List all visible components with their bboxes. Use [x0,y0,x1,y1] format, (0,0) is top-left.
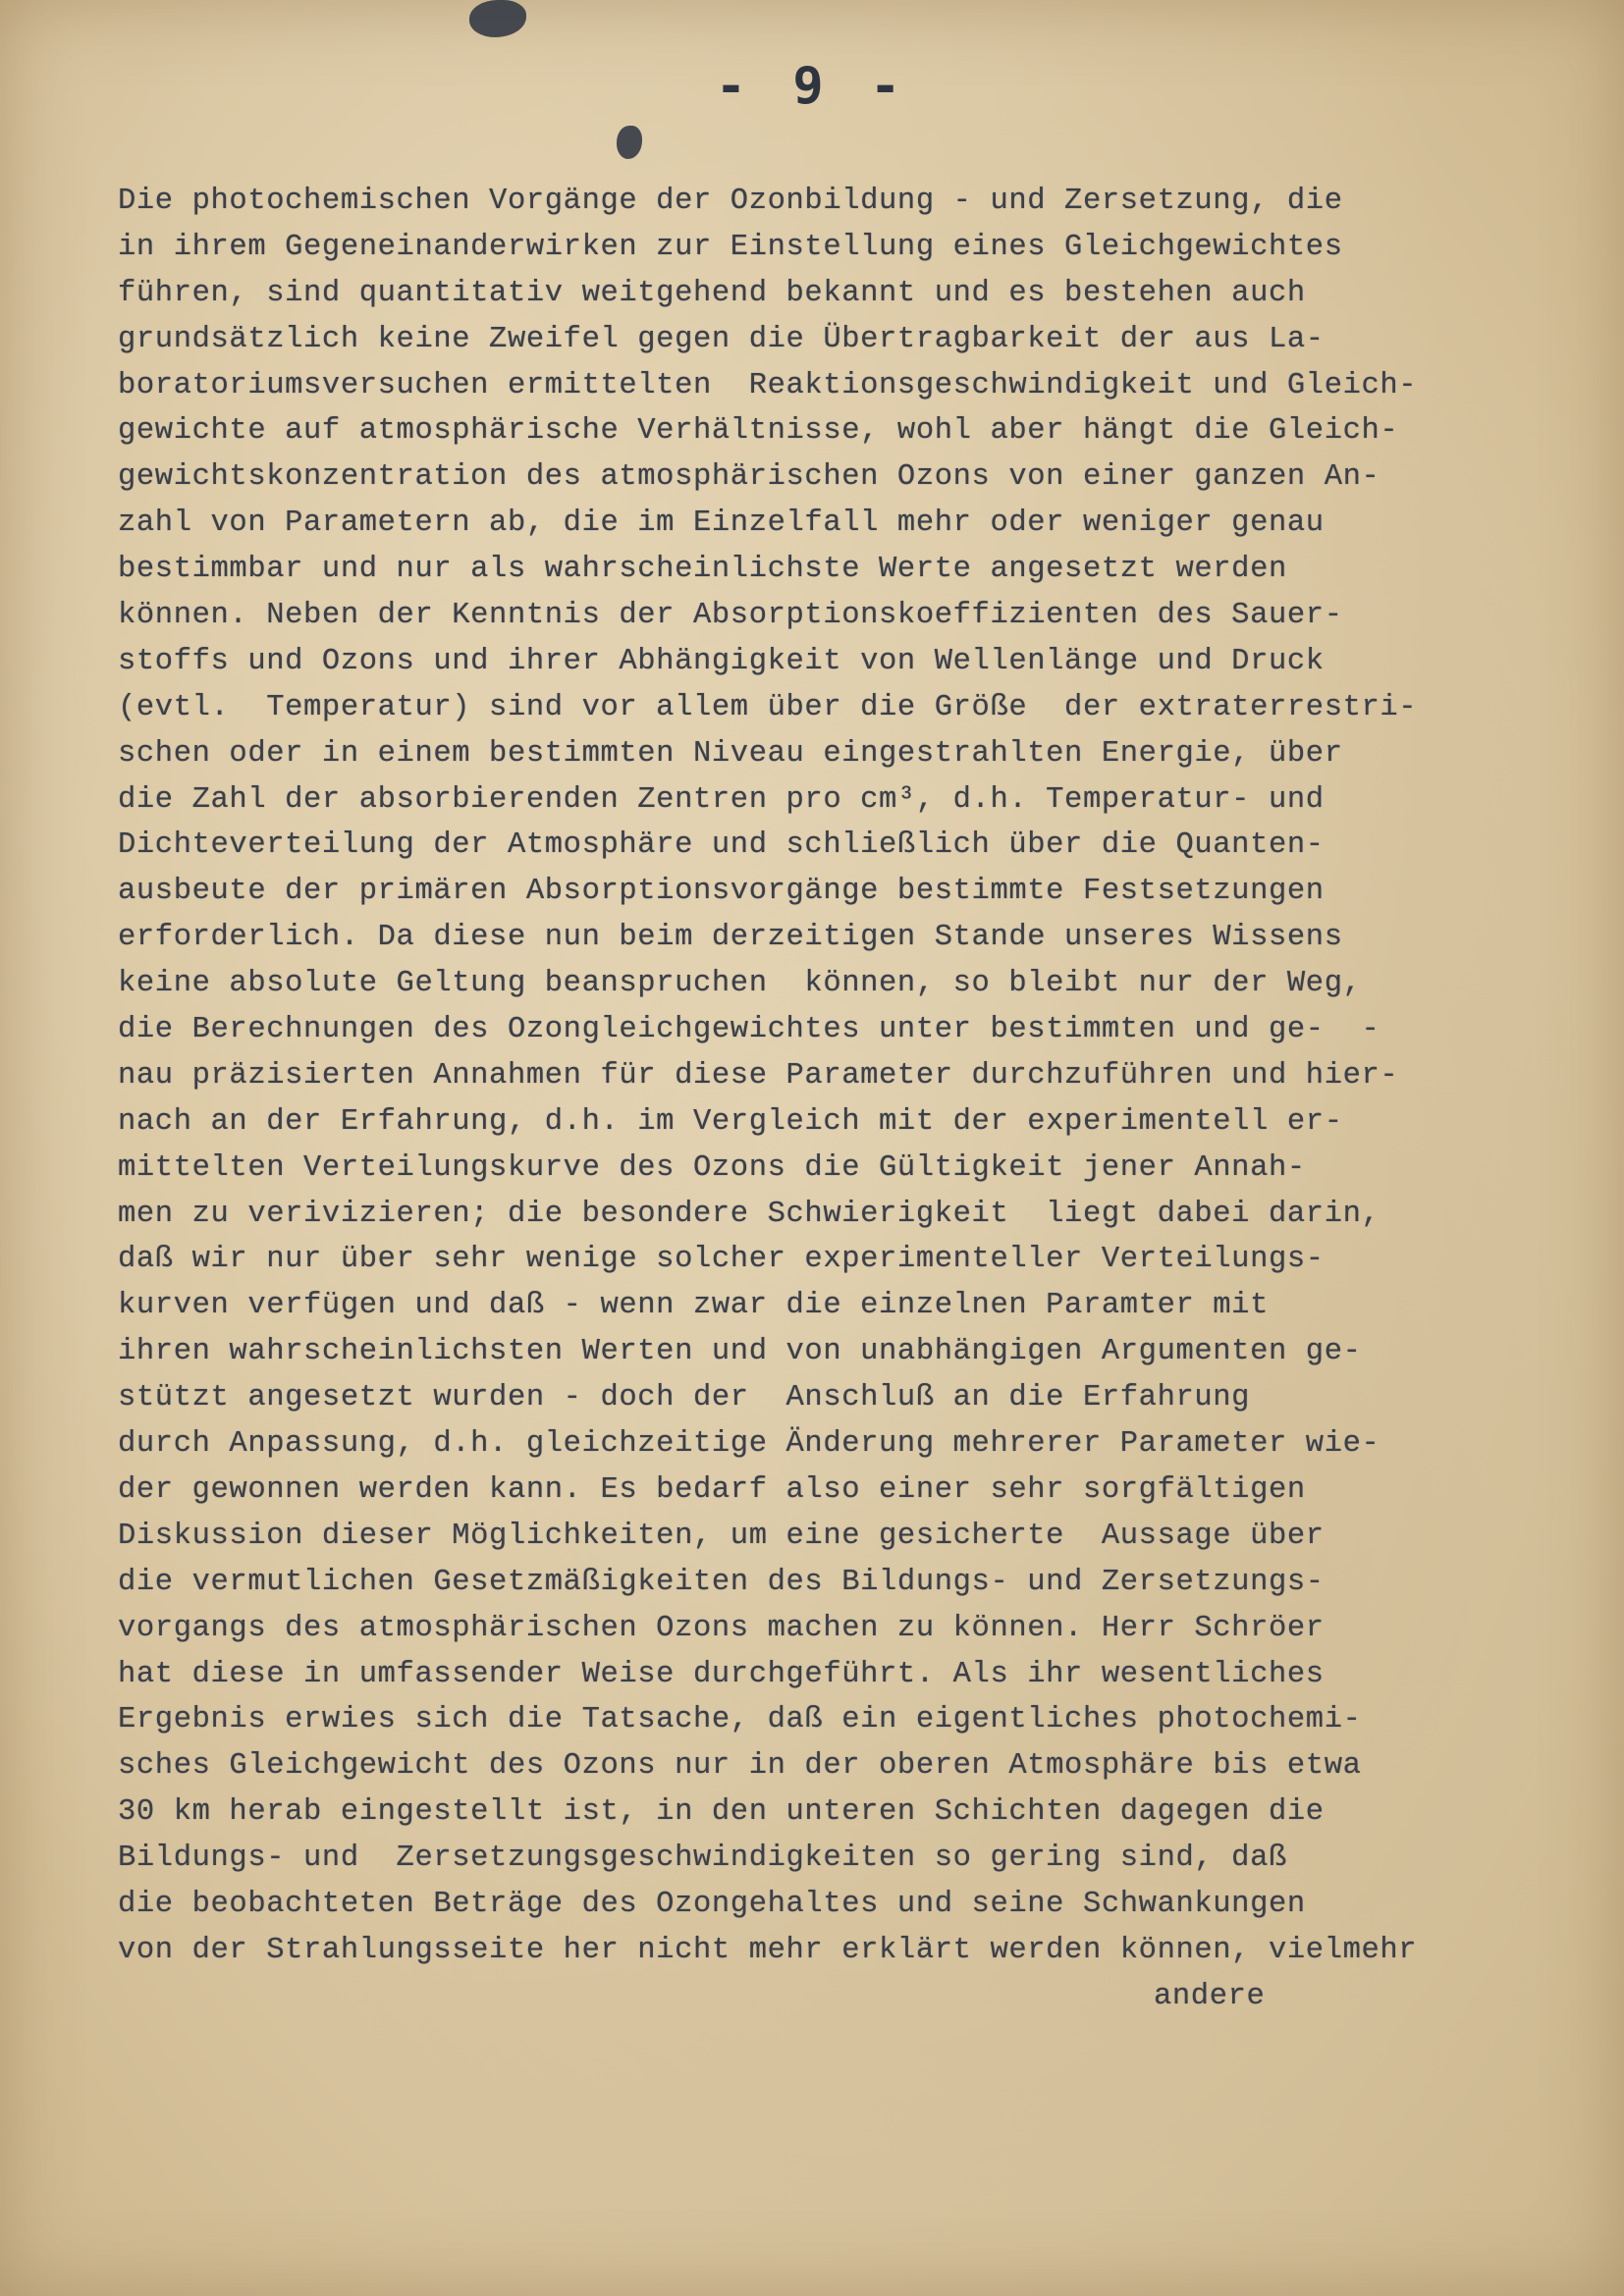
body-line: bestimmbar und nur als wahrscheinlichste Werte angesetzt werden [118,553,1287,587]
body-line: erforderlich. Da diese nun beim derzeitigen Stande unseres Wissens [118,921,1343,955]
body-line: Bildungs- und Zersetzungsgeschwindigkeiten so gering sind, daß [118,1842,1287,1876]
body-line: die beobachteten Beträge des Ozongehaltes und seine Schwankungen [118,1887,1306,1921]
body-line: durch Anpassung, d.h. gleichzeitige Änderung mehrerer Parameter wie- [118,1427,1380,1462]
body-line: hat diese in umfassender Weise durchgeführt. Als ihr wesentliches [118,1657,1325,1691]
body-line: in ihrem Gegeneinanderwirken zur Einstellung eines Gleichgewichtes [118,230,1343,264]
body-line: ausbeute der primären Absorptionsvorgänge bestimmte Festsetzungen [118,875,1325,909]
body-line: die Berechnungen des Ozongleichgewichtes unter bestimmten und ge- - [118,1013,1380,1047]
body-line: grundsätzlich keine Zweifel gegen die Übertragbarkeit der aus La- [118,322,1325,356]
body-line: stoffs und Ozons und ihrer Abhängigkeit von Wellenlänge und Druck [118,644,1325,678]
body-line: boratoriumsversuchen ermittelten Reaktionsgeschwindigkeit und Gleich- [118,368,1418,402]
body-line: gewichtskonzentration des atmosphärischen Ozons von einer ganzen An- [118,460,1380,495]
body-line: sches Gleichgewicht des Ozons nur in der oberen Atmosphäre bis etwa [118,1749,1362,1784]
body-line: ihren wahrscheinlichsten Werten und von unabhängigen Argumenten ge- [118,1335,1362,1369]
ink-blot-small [617,126,642,159]
body-line: die Zahl der absorbierenden Zentren pro cm³, d.h. Temperatur- und [118,782,1325,817]
body-line: Die photochemischen Vorgänge der Ozonbildung - und Zersetzung, die [118,185,1343,218]
body-line: führen, sind quantitativ weitgehend bekannt und es bestehen auch [118,276,1306,310]
body-line: Diskussion dieser Möglichkeiten, um eine gesicherte Aussage über [118,1519,1325,1553]
body-line: daß wir nur über sehr wenige solcher experimenteller Verteilungs- [118,1243,1325,1277]
body-line: von der Strahlungsseite her nicht mehr erklärt werden können, vielmehr [118,1933,1418,1967]
body-line: stützt angesetzt wurden - doch der Anschluß an die Erfahrung [118,1381,1251,1415]
body-line: zahl von Parametern ab, die im Einzelfall mehr oder weniger genau [118,507,1325,541]
body-line: keine absolute Geltung beanspruchen können, so bleibt nur der Weg, [118,967,1362,1001]
body-line: der gewonnen werden kann. Es bedarf also einer sehr sorgfältigen [118,1472,1306,1507]
body-line: (evtl. Temperatur) sind vor allem über die Größe der extraterrestri- [118,690,1418,724]
body-line: Dichteverteilung der Atmosphäre und schließlich über die Quanten- [118,828,1325,863]
body-line: können. Neben der Kenntnis der Absorptionskoeffizienten des Sauer- [118,599,1343,633]
body-line: kurven verfügen und daß - wenn zwar die einzelnen Paramter mit [118,1289,1269,1323]
body-line: mittelten Verteilungskurve des Ozons die Gültigkeit jener Annah- [118,1150,1306,1185]
body-line: Ergebnis erwies sich die Tatsache, daß ein eigentliches photochemi- [118,1703,1362,1737]
body-line: gewichte auf atmosphärische Verhältnisse, wohl aber hängt die Gleich- [118,414,1399,449]
body-line: schen oder in einem bestimmten Niveau eingestrahlten Energie, über [118,736,1343,771]
closing-word: andere [1154,1979,1266,2013]
body-line: nach an der Erfahrung, d.h. im Vergleich mit der experimentell er- [118,1104,1343,1139]
body-line: men zu verivizieren; die besondere Schwierigkeit liegt dabei darin, [118,1197,1380,1231]
body-line: vorgangs des atmosphärischen Ozons machen zu können. Herr Schröer [118,1611,1325,1645]
typewritten-body [118,179,1532,2020]
ink-blot-top [469,0,526,37]
body-line: nau präzisierten Annahmen für diese Parameter durchzuführen und hier- [118,1058,1399,1093]
body-line: die vermutlichen Gesetzmäßigkeiten des Bildungs- und Zersetzungs- [118,1565,1325,1599]
body-line: 30 km herab eingestellt ist, in den unteren Schichten dagegen die [118,1795,1325,1830]
page-number: - 9 - [715,57,909,116]
